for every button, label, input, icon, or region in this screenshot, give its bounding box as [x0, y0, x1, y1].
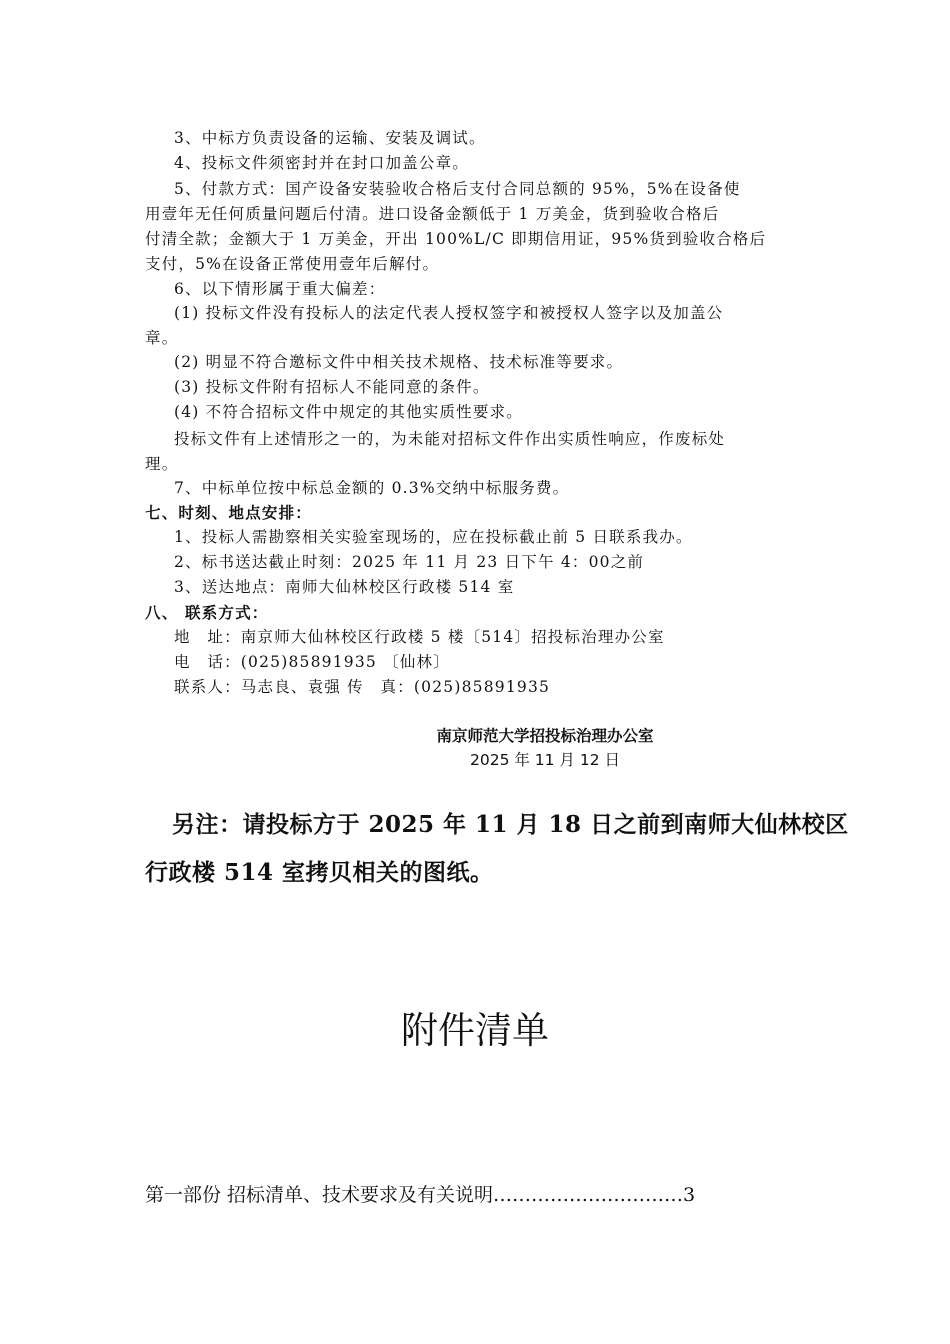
attachment-heading: 附件清单	[401, 1009, 549, 1052]
note-line: 行政楼 514 室拷贝相关的图纸。	[145, 859, 494, 886]
text-line: 地 址：南京师大仙林校区行政楼 5 楼〔514〕招投标治理办公室	[174, 628, 665, 646]
text-line: 6、以下情形属于重大偏差：	[174, 280, 386, 298]
section-heading: 八、 联系方式：	[145, 603, 269, 622]
signature-office: 南京师范大学招投标治理办公室	[436, 726, 654, 745]
text-line: 投标文件有上述情形之一的，为未能对招标文件作出实质性响应，作废标处	[174, 430, 726, 448]
note-line: 另注：请投标方于 2025 年 11 月 18 日之前到南师大仙林校区	[172, 811, 849, 838]
signature-date: 2025 年 11 月 12 日	[469, 751, 621, 769]
text-line: 4、投标文件须密封并在封口加盖公章。	[174, 154, 469, 172]
text-line: 理。	[145, 455, 179, 473]
text-line: 支付，5%在设备正常使用壹年后解付。	[145, 255, 440, 273]
text-line: 付清全款；金额大于 1 万美金，开出 100%L/C 即期信用证，95%货到验收合格后	[145, 230, 767, 248]
text-line: 联系人：马志良、袁强 传 真：(025)85891935	[174, 678, 551, 696]
text-line: 3、送达地点：南师大仙林校区行政楼 514 室	[174, 578, 515, 596]
text-line: 2、标书送达截止时刻：2025 年 11 月 23 日下午 4：00之前	[174, 553, 645, 571]
text-line: 用壹年无任何质量问题后付清。进口设备金额低于 1 万美金，货到验收合格后	[145, 205, 720, 223]
text-line: 1、投标人需勘察相关实验室现场的，应在投标截止前 5 日联系我办。	[174, 528, 693, 546]
text-line: (2) 明显不符合邀标文件中相关技术规格、技术标准等要求。	[174, 353, 624, 371]
text-line: (4) 不符合招标文件中规定的其他实质性要求。	[174, 403, 523, 421]
text-line: 5、付款方式：国产设备安装验收合格后支付合同总额的 95%，5%在设备使	[174, 180, 741, 198]
text-line: (3) 投标文件附有招标人不能同意的条件。	[174, 378, 490, 396]
text-line: (1) 投标文件没有投标人的法定代表人授权签字和被授权人签字以及加盖公	[174, 304, 724, 322]
text-line: 电 话：(025)85891935 〔仙林〕	[174, 653, 450, 671]
toc-entry[interactable]: 第一部份 招标清单、技术要求及有关说明…………………………3	[145, 1184, 696, 1206]
text-line: 7、中标单位按中标总金额的 0.3%交纳中标服务费。	[174, 479, 570, 497]
section-heading: 七、时刻、地点安排：	[145, 503, 313, 522]
text-line: 章。	[145, 329, 179, 347]
text-line: 3、中标方负责设备的运输、安装及调试。	[174, 129, 486, 147]
